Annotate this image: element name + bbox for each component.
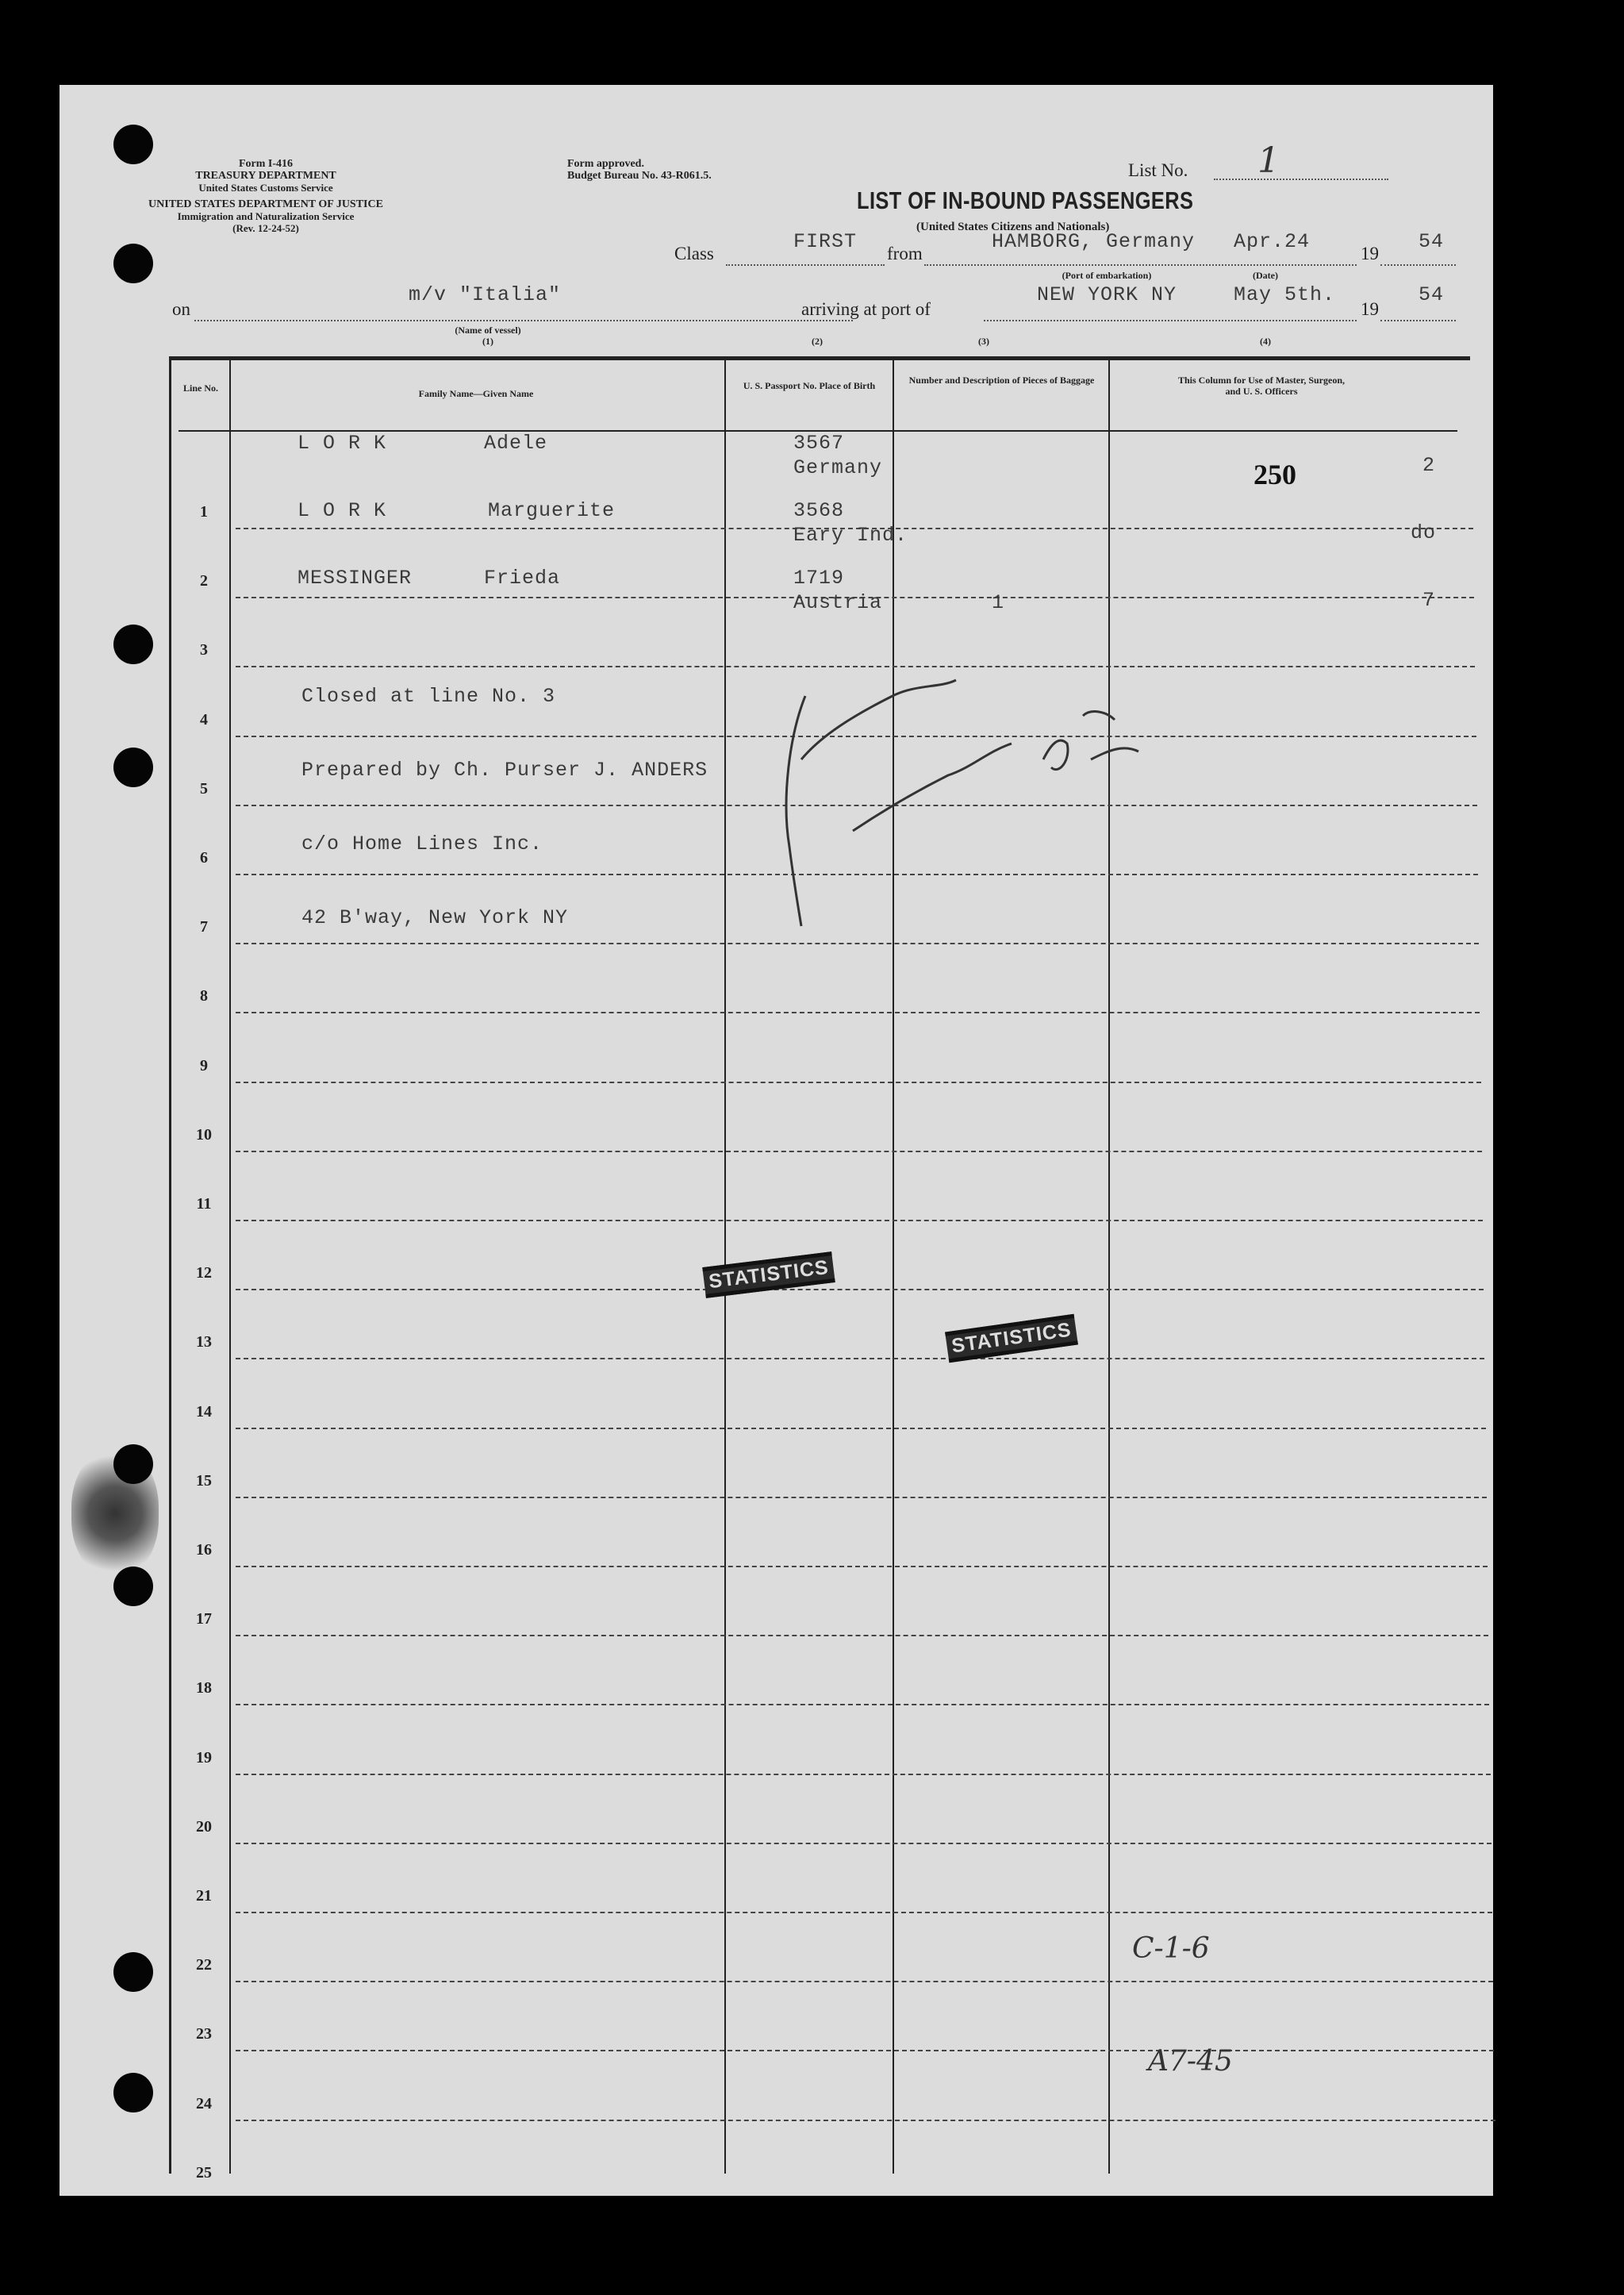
row-line <box>236 2120 1495 2121</box>
row-line <box>236 1912 1492 1913</box>
line-number: 17 <box>196 1610 212 1628</box>
row-line <box>236 1428 1486 1429</box>
header-name: Family Name—Given Name <box>418 388 534 399</box>
page-subtitle: (United States Citizens and Nationals) <box>916 221 1110 233</box>
note-home-lines: c/o Home Lines Inc. <box>301 832 543 855</box>
form-approval <box>567 158 781 182</box>
col3-caption: (3) <box>978 336 989 347</box>
line-number: 11 <box>196 1195 212 1213</box>
port-caption: (Port of embarkation) <box>1062 270 1152 281</box>
budget-bureau: Budget Bureau No. 43-R061.5. <box>567 170 712 182</box>
vessel-caption-text: (Name of vessel) <box>455 325 521 336</box>
line-number: 1 <box>200 503 208 521</box>
row-line <box>236 1358 1484 1359</box>
row3-family: MESSINGER <box>298 567 413 590</box>
line-number: 8 <box>200 987 208 1005</box>
list-no-label: List No. <box>1128 160 1188 180</box>
passenger-manifest-page <box>60 85 1493 2196</box>
col-divider-officers <box>1108 360 1110 2174</box>
row2-margin: do <box>1411 521 1437 544</box>
row2-given: Marguerite <box>488 499 616 522</box>
date-value: Apr.24 <box>1234 230 1311 253</box>
punch-hole <box>113 1952 153 1992</box>
row3-baggage: 1 <box>992 591 1005 614</box>
year-line-2 <box>1380 320 1456 321</box>
note-line-24: A7-45 <box>1148 2045 1233 2078</box>
row-line <box>236 1981 1493 1982</box>
vessel-line <box>194 320 853 321</box>
col1-caption: (1) <box>482 336 493 347</box>
date-caption: (Date) <box>1253 270 1278 281</box>
line-number: 2 <box>200 572 208 590</box>
row3-passport: 1719 <box>793 567 845 590</box>
form-number: Form I-416 <box>238 158 294 170</box>
line-number: 3 <box>200 641 208 659</box>
row2-passport: 3568 <box>793 499 845 522</box>
row1-birth: Germany <box>793 456 883 479</box>
line-number: 9 <box>200 1056 208 1074</box>
col-divider-baggage <box>893 360 894 2174</box>
form-header-left <box>131 158 401 234</box>
header-line-no: Line No. <box>182 382 218 394</box>
line-number: 25 <box>196 2163 212 2182</box>
treasury-dept: TREASURY DEPARTMENT <box>195 170 336 182</box>
punch-hole <box>113 1567 153 1606</box>
closing-notes <box>301 635 708 979</box>
col4-caption: (4) <box>1260 336 1271 347</box>
header-officers: This Column for Use of Master, Surgeon, and U. S. Officers <box>1177 375 1345 397</box>
statistics-stamp-2: STATISTICS <box>945 1314 1078 1363</box>
col-divider-line <box>229 360 231 2174</box>
line-number: 22 <box>196 1956 212 1974</box>
line-number: 20 <box>196 1817 212 1836</box>
header-passport: U. S. Passport No. Place of Birth <box>743 380 876 391</box>
row-line <box>236 1566 1488 1567</box>
line-number: 19 <box>196 1748 212 1766</box>
row3-margin: 7 <box>1422 589 1436 612</box>
line-number: 23 <box>196 2025 212 2043</box>
row-line <box>236 1635 1488 1636</box>
class-label: Class <box>674 244 714 263</box>
punch-hole <box>113 748 153 787</box>
arrival-date: May 5th. <box>1234 283 1336 306</box>
statistics-stamp-1: STATISTICS <box>702 1251 835 1298</box>
note-closed: Closed at line No. 3 <box>301 685 556 708</box>
vessel-name: m/v "Italia" <box>409 283 562 306</box>
line-number: 13 <box>196 1333 212 1351</box>
from-line <box>924 264 1357 266</box>
list-no-line <box>1214 179 1388 180</box>
class-line <box>726 264 885 266</box>
punch-hole <box>113 1444 153 1484</box>
row-line <box>236 1082 1481 1083</box>
on-label: on <box>172 299 190 319</box>
row3-birth: Austria <box>793 591 883 614</box>
row-line <box>236 1289 1484 1290</box>
row-line <box>236 1012 1480 1013</box>
revision-date: (Rev. 12-24-52) <box>232 222 299 234</box>
row1-margin: 2 <box>1422 454 1436 477</box>
year-1: 54 <box>1419 230 1445 253</box>
line-number: 10 <box>196 1125 212 1144</box>
header-baggage: Number and Description of Pieces of Baggage <box>908 375 1095 386</box>
line-number: 4 <box>200 710 208 728</box>
line-number: 7 <box>200 918 208 936</box>
punch-hole <box>113 2073 153 2112</box>
punch-hole <box>113 125 153 164</box>
row-line <box>236 1497 1487 1498</box>
line-number: 24 <box>196 2094 212 2112</box>
row2-family: L O R K <box>298 499 387 522</box>
punch-hole <box>113 625 153 664</box>
table-left-border <box>169 356 171 2174</box>
year-prefix-2: 19 <box>1361 299 1379 319</box>
class-value: FIRST <box>793 230 858 253</box>
row1-given: Adele <box>484 432 548 455</box>
note-line-22: C-1-6 <box>1132 1932 1210 1965</box>
row-line <box>236 1151 1482 1152</box>
handwritten-signature <box>758 640 1178 950</box>
from-value: HAMBORG, Germany <box>992 230 1196 253</box>
list-no-value: 1 <box>1257 140 1280 181</box>
line-number: 12 <box>196 1264 212 1282</box>
justice-dept: UNITED STATES DEPARTMENT OF JUSTICE <box>148 198 383 210</box>
note-prepared: Prepared by Ch. Purser J. ANDERS <box>301 759 708 782</box>
page-title: LIST OF IN-BOUND PASSENGERS <box>857 186 1194 214</box>
line-number: 6 <box>200 849 208 867</box>
line-number: 21 <box>196 1887 212 1905</box>
note-address: 42 B'way, New York NY <box>301 906 569 929</box>
arriving-label: arriving at port of <box>801 299 931 319</box>
row3-given: Frieda <box>484 567 561 590</box>
ins-service: Immigration and Naturalization Service <box>177 210 355 222</box>
col2-caption: (2) <box>812 336 823 347</box>
punch-hole <box>113 244 153 283</box>
row1-passport: 3567 <box>793 432 845 455</box>
line-number: 15 <box>196 1471 212 1490</box>
line-number: 18 <box>196 1679 212 1697</box>
row1-officer: 250 <box>1254 459 1296 490</box>
row-line <box>236 1220 1483 1221</box>
line-number: 14 <box>196 1402 212 1420</box>
vessel-caption <box>401 325 575 347</box>
row1-family: L O R K <box>298 432 387 455</box>
arrival-line <box>984 320 1357 321</box>
year-prefix-1: 19 <box>1361 244 1379 263</box>
line-number: 16 <box>196 1541 212 1559</box>
year-2: 54 <box>1419 283 1445 306</box>
row-line <box>236 1774 1491 1775</box>
table-top-border <box>169 356 1470 360</box>
from-label: from <box>887 244 923 263</box>
row2-birth: Eary Ind. <box>793 524 908 547</box>
arrival-port: NEW YORK NY <box>1037 283 1177 306</box>
row-line <box>236 1843 1492 1844</box>
customs-service: United States Customs Service <box>198 182 333 194</box>
line-number: 5 <box>200 779 208 798</box>
row-line <box>236 1704 1489 1705</box>
form-approved: Form approved. <box>567 158 644 170</box>
row-line <box>236 2050 1494 2051</box>
year-line-1 <box>1380 264 1456 266</box>
